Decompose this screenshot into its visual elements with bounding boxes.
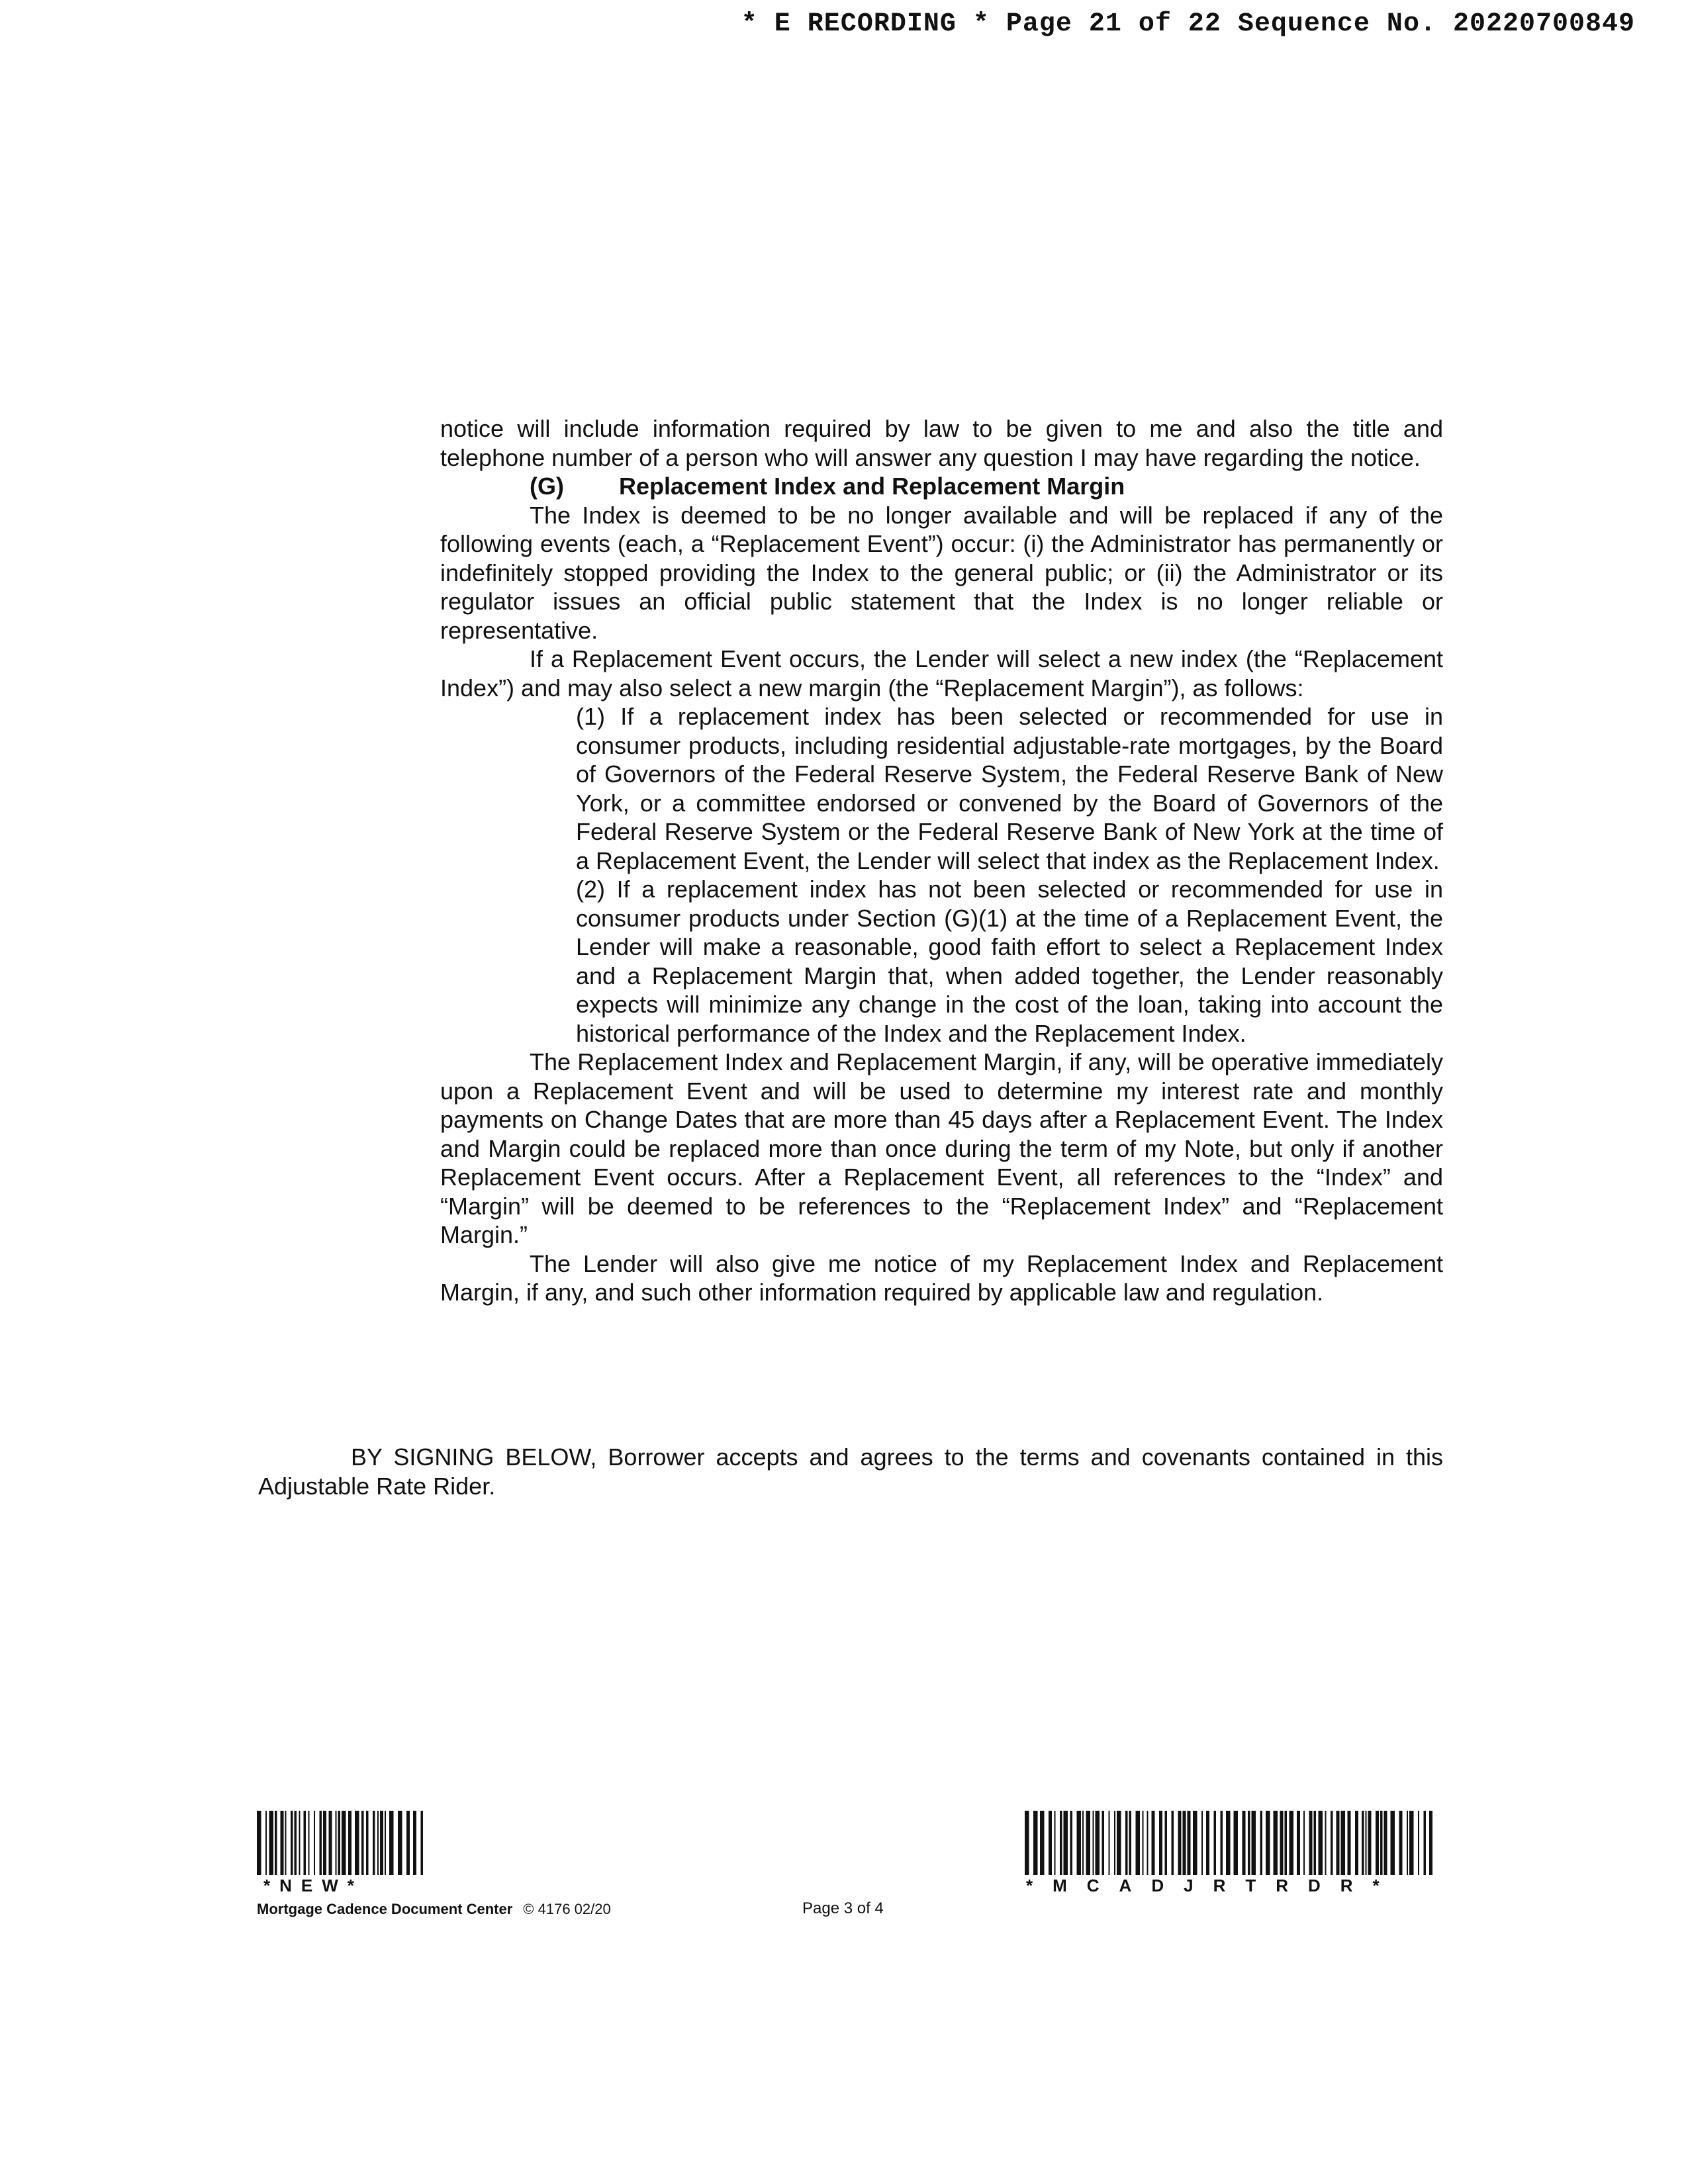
paragraph-notice: The Lender will also give me notice of my Replacement Index and Replacement Margin, if any, and such other information required by applicable law and regulation.	[440, 1250, 1443, 1306]
barcode-left-text: *NEW*	[263, 1876, 363, 1895]
footer-company	[257, 1901, 611, 1918]
paragraph-replacement-selection: If a Replacement Event occurs, the Lender will select a new index (the “Replacement Index”) and may also select a new margin (the “Replacement Margin”), as follows:	[440, 645, 1443, 702]
recording-header: * E RECORDING * Page 21 of 22 Sequence No. 20220700849	[741, 9, 1635, 39]
rider-body	[440, 414, 1443, 1307]
paragraph-operative: The Replacement Index and Replacement Margin, if any, will be operative immediately upon a Replacement Event and will be used to determine my interest rate and monthly payments on Change Dates that are more than 45 days after a Replacement Event. The Index and Margin could be replaced more than once during the term of my Note, but only if another Replacement Event occurs. After a Replacement Event, all references to the “Index” and “Margin” will be deemed to be references to the “Replacement Index” and “Replacement Margin.”	[440, 1048, 1443, 1248]
section-title: Replacement Index and Replacement Margin	[619, 473, 1125, 500]
section-letter: (G)	[530, 473, 564, 500]
barcode-right	[1025, 1811, 1432, 1875]
barcode-left	[257, 1811, 425, 1875]
paragraph-replacement-event: The Index is deemed to be no longer available and will be replaced if any of the following events (each, a “Replacement Event”) occur: (i) the Administrator has permanently or indefinitely stopped providing the Index to the general public; or (ii) the Administrator or its regulator issues an official public statement that the Index is no longer reliable or representative.	[440, 501, 1443, 644]
signing-statement	[258, 1443, 1443, 1500]
section-heading	[440, 472, 1443, 501]
company-name: Mortgage Cadence Document Center	[257, 1901, 513, 1917]
form-number: © 4176 02/20	[523, 1901, 611, 1917]
page-number: Page 3 of 4	[802, 1899, 884, 1917]
signing-text: BY SIGNING BELOW, Borrower accepts and agrees to the terms and covenants contained in this Adjustable Rate Rider.	[258, 1443, 1443, 1500]
list-item-2: (2) If a replacement index has not been selected or recommended for use in consumer products under Section (G)(1) at the time of a Replacement Event, the Lender will make a reasonable, good faith effort to select a Replacement Index and a Replacement Margin that, when added together, the Lender reasonably expects will minimize any change in the cost of the loan, taking into account the historical performance of the Index and the Replacement Index.	[576, 876, 1443, 1047]
list-item-1: (1) If a replacement index has been selected or recommended for use in consumer products, including residential adjustable-rate mortgages, by the Board of Governors of the Federal Reserve System, the Federal Reserve Bank of New York, or a committee endorsed or convened by the Board of Governors of the Federal Reserve System or the Federal Reserve Bank of New York at the time of a Replacement Event, the Lender will select that index as the Replacement Index.	[576, 703, 1443, 874]
intro-paragraph: notice will include information required by law to be given to me and also the title and telephone number of a person who will answer any question I may have regarding the notice.	[440, 415, 1443, 471]
barcode-right-text: *MCADJRTRDR*	[1026, 1876, 1399, 1895]
